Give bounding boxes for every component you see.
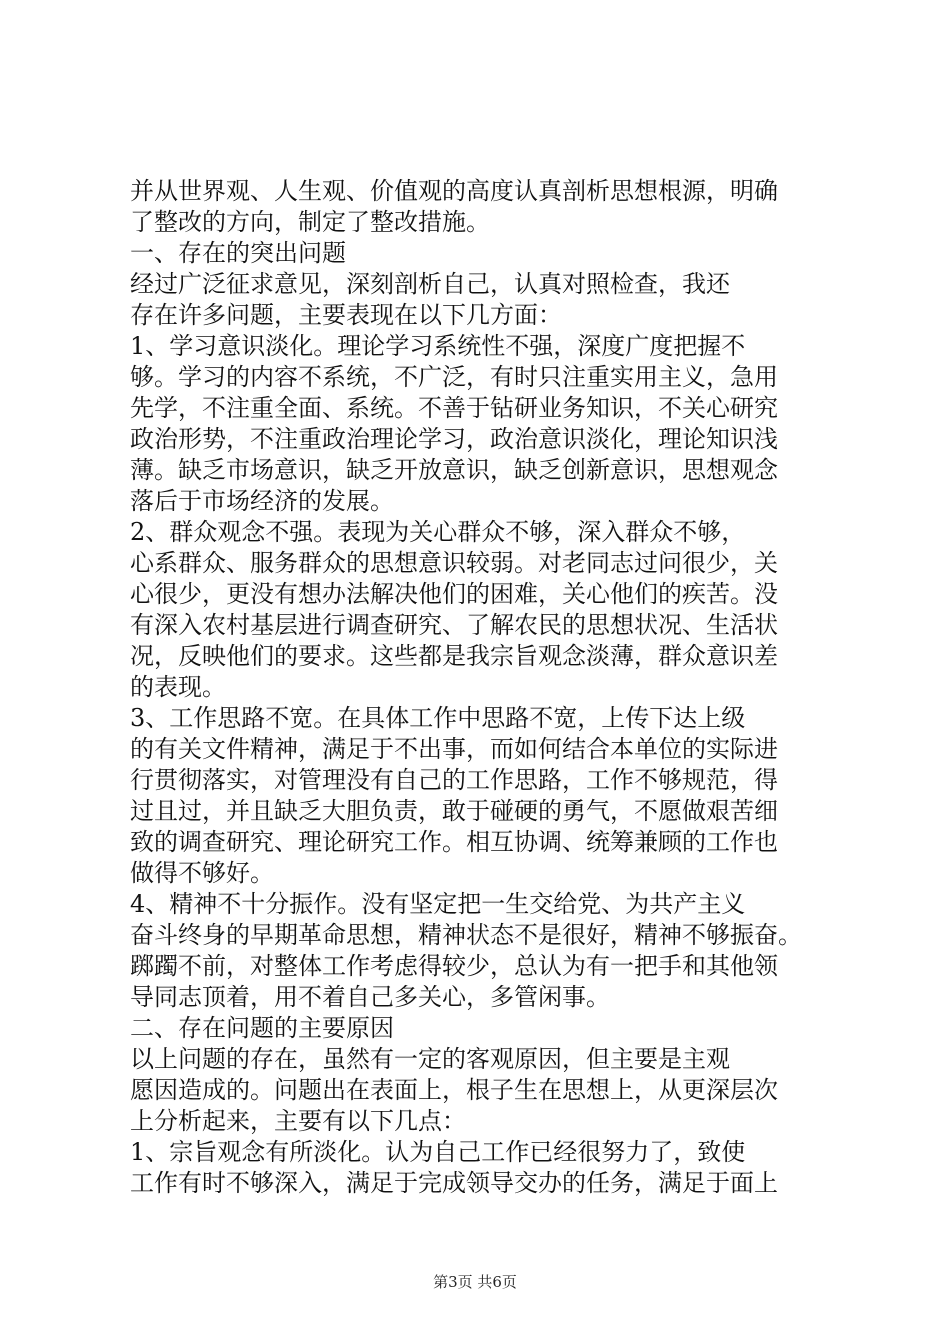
text-line: 工作有时不够深入，满足于完成领导交办的任务，满足于面上 [130, 1169, 778, 1197]
text-line: 够。学习的内容不系统，不广泛，有时只注重实用主义，急用 [130, 363, 778, 391]
text-line: 落后于市场经济的发展。 [130, 487, 394, 515]
text-line: 上分析起来，主要有以下几点： [130, 1107, 466, 1135]
text-line: 并从世界观、人生观、价值观的高度认真剖析思想根源，明确 [130, 177, 778, 205]
text-line: 致的调查研究、理论研究工作。相互协调、统筹兼顾的工作也 [130, 828, 778, 856]
text-line: 的表现。 [130, 673, 226, 701]
text-line: 导同志顶着，用不着自己多关心，多管闲事。 [130, 983, 610, 1011]
page-number-footer: 第3页 共6页 [433, 1273, 517, 1291]
text-line: 踯躅不前，对整体工作考虑得较少，总认为有一把手和其他领 [130, 952, 778, 980]
text-line: 政治形势，不注重政治理论学习，政治意识淡化，理论知识浅 [130, 425, 778, 453]
section-heading: 二、存在问题的主要原因 [130, 1014, 394, 1042]
text-line: 行贯彻落实，对管理没有自己的工作思路，工作不够规范，得 [130, 766, 778, 794]
text-line: 1、宗旨观念有所淡化。认为自己工作已经很努力了，致使 [130, 1138, 746, 1166]
text-line: 以上问题的存在，虽然有一定的客观原因，但主要是主观 [130, 1045, 730, 1073]
text-line: 存在许多问题，主要表现在以下几方面： [130, 301, 562, 329]
text-line: 奋斗终身的早期革命思想，精神状态不是很好，精神不够振奋。 [130, 921, 802, 949]
text-line: 有深入农村基层进行调查研究、了解农民的思想状况、生活状 [130, 611, 778, 639]
text-line: 3、工作思路不宽。在具体工作中思路不宽，上传下达上级 [130, 704, 746, 732]
text-line: 薄。缺乏市场意识，缺乏开放意识，缺乏创新意识，思想观念 [130, 456, 778, 484]
text-line: 过且过，并且缺乏大胆负责，敢于碰硬的勇气，不愿做艰苦细 [130, 797, 778, 825]
body-text [130, 176, 835, 1199]
text-line: 心系群众、服务群众的思想意识较弱。对老同志过问很少，关 [130, 549, 778, 577]
text-line: 的有关文件精神，满足于不出事，而如何结合本单位的实际进 [130, 735, 778, 763]
text-line: 了整改的方向，制定了整改措施。 [130, 208, 490, 236]
section-heading: 一、存在的突出问题 [130, 239, 346, 267]
text-line: 先学，不注重全面、系统。不善于钻研业务知识，不关心研究 [130, 394, 778, 422]
text-line: 1、学习意识淡化。理论学习系统性不强，深度广度把握不 [130, 332, 746, 360]
text-line: 况，反映他们的要求。这些都是我宗旨观念淡薄，群众意识差 [130, 642, 778, 670]
text-line: 4、精神不十分振作。没有坚定把一生交给党、为共产主义 [130, 890, 746, 918]
text-line: 愿因造成的。问题出在表面上，根子生在思想上，从更深层次 [130, 1076, 778, 1104]
text-line: 心很少，更没有想办法解决他们的困难，关心他们的疾苦。没 [130, 580, 778, 608]
text-line: 2、群众观念不强。表现为关心群众不够，深入群众不够， [130, 518, 746, 546]
text-line: 经过广泛征求意见，深刻剖析自己，认真对照检查，我还 [130, 270, 730, 298]
text-line: 做得不够好。 [130, 859, 274, 887]
